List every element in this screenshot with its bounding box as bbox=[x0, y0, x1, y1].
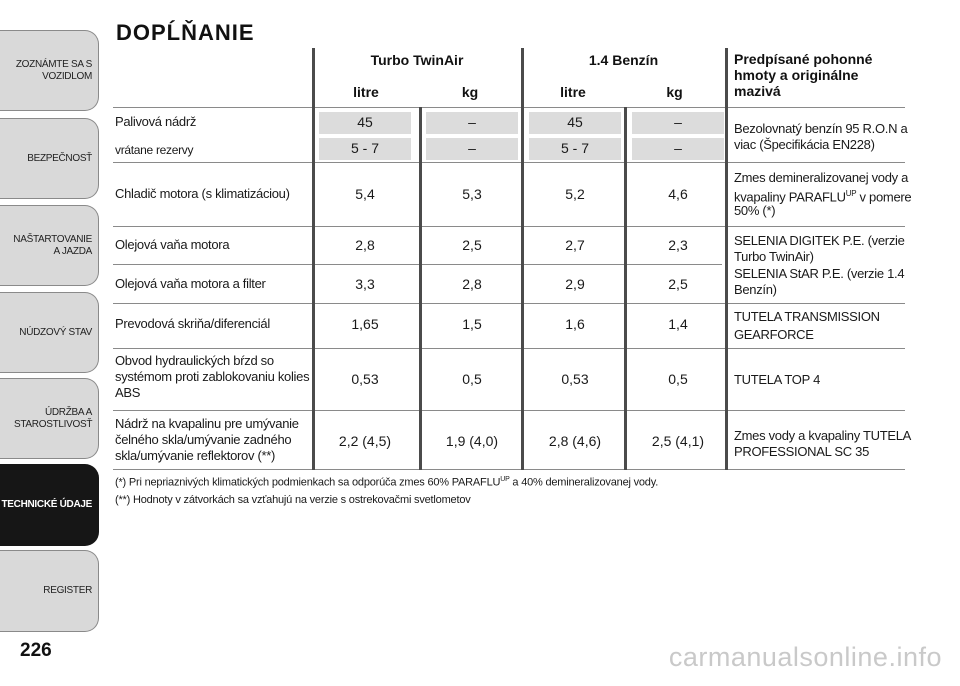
page-title: DOPĹŇANIE bbox=[116, 20, 255, 45]
value-cell: 3,3 bbox=[355, 276, 375, 292]
header-kg: kg bbox=[461, 84, 479, 100]
row-label-washer-line1: Nádrž na kvapalinu pre umývanie bbox=[115, 416, 299, 431]
header-litre: litre bbox=[353, 84, 379, 100]
row-label-fuel-tank: Palivová nádrž bbox=[115, 114, 197, 129]
value-cell: – bbox=[674, 114, 682, 130]
tab-label: BEZPEČNOSŤ bbox=[27, 152, 92, 164]
value-cell: 1,4 bbox=[668, 316, 688, 332]
product-gear-line2: GEARFORCE bbox=[734, 327, 814, 342]
row-label-brake-line3: ABS bbox=[115, 385, 141, 400]
value-cell: 2,5 bbox=[462, 237, 482, 253]
product-oil-line1: SELENIA DIGITEK P.E. (verzie bbox=[734, 233, 905, 248]
value-cell: 1,5 bbox=[462, 316, 482, 332]
footnote-headlamp-washers: (**) Hodnoty v zátvorkách sa vzťahujú na verzie s ostrekovačmi svetlometov bbox=[115, 494, 471, 506]
row-label-brake-line2: systémom proti zablokovaniu kolies bbox=[115, 369, 310, 384]
row-label-brake-line1: Obvod hydraulických bŕzd so bbox=[115, 353, 274, 368]
row-label-coolant: Chladič motora (s klimatizáciou) bbox=[115, 186, 290, 201]
tab-label: NÚDZOVÝ STAV bbox=[19, 326, 92, 338]
value-cell: 2,8 bbox=[462, 276, 482, 292]
product-washer-line2: PROFESSIONAL SC 35 bbox=[734, 444, 869, 459]
tab-nudzovy-stav[interactable] bbox=[0, 292, 99, 373]
tab-label: NAŠTARTOVANIE A JAZDA bbox=[13, 233, 92, 257]
value-cell: 0,5 bbox=[462, 371, 482, 387]
tab-technicke-udaje[interactable] bbox=[0, 464, 99, 546]
row-label-washer-line3: skla/umývanie reflektorov (**) bbox=[115, 448, 276, 463]
product-coolant-line1: Zmes demineralizovanej vody a bbox=[734, 170, 909, 185]
chapter-sidebar bbox=[0, 0, 100, 686]
header-benzin: 1.4 Benzín bbox=[588, 52, 659, 68]
tab-label: ZOZNÁMTE SA S VOZIDLOM bbox=[15, 58, 92, 82]
value-cell: – bbox=[674, 140, 682, 156]
value-cell: 2,3 bbox=[668, 237, 688, 253]
value-cell: 2,9 bbox=[565, 276, 585, 292]
row-label-gearbox: Prevodová skriňa/diferenciál bbox=[115, 316, 270, 331]
value-cell: 0,5 bbox=[668, 371, 688, 387]
value-cell: 5,3 bbox=[462, 186, 482, 202]
value-cell: 5,4 bbox=[355, 186, 375, 202]
value-cell: 0,53 bbox=[351, 371, 379, 387]
value-cell: 5 - 7 bbox=[560, 140, 589, 156]
product-oil-line4: Benzín) bbox=[734, 282, 777, 297]
tab-nastartovanie[interactable] bbox=[0, 205, 99, 286]
value-cell: 4,6 bbox=[668, 186, 688, 202]
footnote-paraflu: (*) Pri nepriaznivých klimatických podmienkach sa odporúča zmes 60% $PARAFLU^{UP}$ a 40% demineralizovanej vody. bbox=[115, 476, 659, 489]
header-lubricants: Predpísané pohonné hmoty a originálne mazivá bbox=[734, 51, 873, 99]
row-label-reserve: vrátane rezervy bbox=[115, 143, 194, 157]
header-turbo-twinair: Turbo TwinAir bbox=[370, 52, 464, 68]
value-cell: 2,2 (4,5) bbox=[338, 433, 392, 449]
value-cell: – bbox=[468, 140, 476, 156]
row-label-washer-line2: čelného skla/umývanie zadného bbox=[115, 432, 292, 447]
tab-label: ÚDRŽBA A STAROSTLIVOSŤ bbox=[14, 406, 93, 430]
value-cell: 1,65 bbox=[351, 316, 379, 332]
value-cell: 2,8 bbox=[355, 237, 375, 253]
value-cell: 2,5 (4,1) bbox=[651, 433, 705, 449]
value-cell: 2,5 bbox=[668, 276, 688, 292]
product-fuel-line2: viac (Špecifikácia EN228) bbox=[734, 137, 875, 152]
tab-bezpecnost[interactable] bbox=[0, 118, 99, 199]
value-cell: 1,6 bbox=[565, 316, 585, 332]
product-brake: TUTELA TOP 4 bbox=[734, 372, 820, 387]
tab-udrzba[interactable] bbox=[0, 378, 99, 459]
value-cell: 45 bbox=[567, 114, 583, 130]
page-number: 226 bbox=[20, 640, 52, 661]
row-label-oil-sump: Olejová vaňa motora bbox=[115, 237, 230, 252]
value-cell: 45 bbox=[357, 114, 373, 130]
tab-register[interactable] bbox=[0, 550, 99, 632]
value-cell: 2,8 (4,6) bbox=[548, 433, 602, 449]
value-cell: 1,9 (4,0) bbox=[445, 433, 499, 449]
tab-zoznamte-sa[interactable] bbox=[0, 30, 99, 111]
product-washer-line1: Zmes vody a kvapaliny TUTELA bbox=[734, 428, 912, 443]
tab-label: TECHNICKÉ ÚDAJE bbox=[1, 499, 92, 510]
value-cell: 5,2 bbox=[565, 186, 585, 202]
value-cell: – bbox=[468, 114, 476, 130]
product-coolant-line3: 50% (*) bbox=[734, 203, 776, 218]
product-gear-line1: TUTELA TRANSMISSION bbox=[734, 309, 880, 324]
header-litre: litre bbox=[560, 84, 586, 100]
product-oil-line2: Turbo TwinAir) bbox=[734, 249, 814, 264]
value-cell: 2,7 bbox=[565, 237, 585, 253]
row-label-oil-sump-filter: Olejová vaňa motora a filter bbox=[115, 276, 266, 291]
product-coolant-line2: kvapaliny $PARAFLU^{UP}$ v pomere bbox=[734, 189, 912, 205]
watermark: carmanualsonline.info bbox=[668, 642, 942, 672]
value-cell: 5 - 7 bbox=[350, 140, 379, 156]
header-kg: kg bbox=[666, 84, 683, 100]
value-cell: 0,53 bbox=[561, 371, 589, 387]
product-oil-line3: SELENIA StAR P.E. (verzie 1.4 bbox=[734, 266, 905, 281]
product-fuel-line1: Bezolovnatý benzín 95 R.O.N a bbox=[734, 121, 908, 136]
tab-label: REGISTER bbox=[43, 585, 92, 596]
